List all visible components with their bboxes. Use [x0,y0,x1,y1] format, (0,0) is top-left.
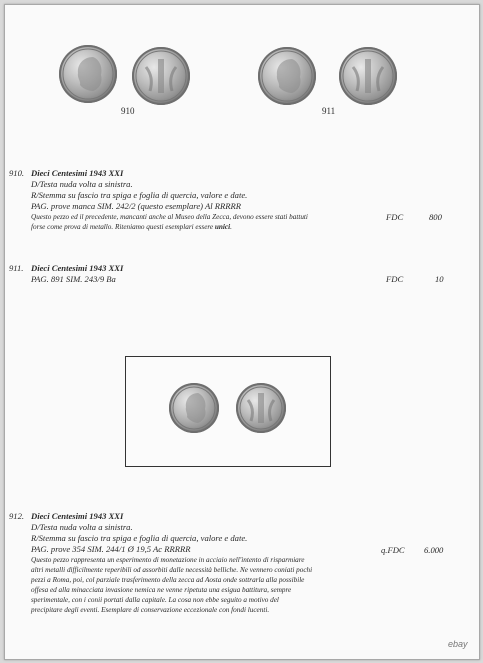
lot-910-entry [9,168,431,232]
coin-912-obverse [169,383,219,433]
lot-912-desc-line: precipitare degli eventi. Esemplare di conservazione eccezionale con fondi lucenti. [31,606,270,614]
lot-912-desc-line: offesa ed alla minacciata invasione nemica ne venne ripetuta una esigua battitura, sempre [31,586,292,594]
lot-910-note-emphasis: unici [214,223,231,231]
lot-910-note-end: . [230,223,232,231]
lot-910-refs: PAG. prove manca SIM. 242/2 (questo esemplare) Al RRRRR [31,201,242,211]
lot-910-note-text: forse come prova di metallo. Riteniamo questi esemplari essere [31,223,215,231]
lot-910-note-line2 [31,222,431,232]
lot-912-obverse: D/Testa nuda volta a sinistra. [31,522,133,532]
ebay-watermark: ebay [448,639,468,649]
lot-912-desc-line: pezzi a Roma, poi, col parziale trasferimento della zecca ad Aosta onde sottrarla alla possibile [31,576,305,584]
lot-911-grade: FDC [386,274,404,284]
photo-label-910: 910 [121,106,135,116]
lot-912-grade: q.FDC [381,545,405,555]
coin-911-reverse [339,47,397,105]
lot-912-refs: PAG. prove 354 SIM. 244/1 Ø 19,5 Ac RRRRR [31,544,191,554]
lot-910-price: 800 [429,212,442,222]
lot-912-desc-line: Questo pezzo rappresenta un esperimento di monetazione in acciaio nell'intento di risparmiare [31,556,305,564]
lot-910-reverse: R/Stemma su fascio tra spiga e foglia di quercia, valore e date. [31,190,248,200]
lot-910-number: 910. [9,168,25,178]
lot-912-title: Dieci Centesimi 1943 XXI [31,511,124,521]
lot-911-price: 10 [435,274,444,284]
coin-910-obverse [59,45,117,103]
lot-912-price: 6.000 [424,545,444,555]
lot-911-refs: PAG. 891 SIM. 243/9 Ba [31,274,116,284]
lot-911-title: Dieci Centesimi 1943 XXI [31,263,124,273]
coin-911-obverse [258,47,316,105]
coin-912-reverse [236,383,286,433]
lot-912-entry [9,511,391,615]
catalog-page [4,4,480,660]
lot-912-desc-line: sperimentale, con i conii portati dalla capitale. La cosa non ebbe seguito a motivo del [31,596,279,604]
coin-910-reverse [132,47,190,105]
lot-910-obverse: D/Testa nuda volta a sinistra. [31,179,133,189]
lot-911-entry [9,263,431,285]
lot-910-note-line1: Questo pezzo ed il precedente, mancanti anche al Museo della Zecca, devono essere stati battuti [31,213,308,221]
lot-910-title: Dieci Centesimi 1943 XXI [31,168,124,178]
lot-911-number: 911. [9,263,24,273]
photo-label-911: 911 [322,106,336,116]
lot-912-photo-frame [125,356,331,467]
lot-912-number: 912. [9,511,25,521]
lot-912-reverse: R/Stemma su fascio tra spiga e foglia di quercia, valore e date. [31,533,248,543]
lot-910-grade: FDC [386,212,404,222]
lot-912-desc-line: altri metalli difficilmente reperibili od assorbiti dalle necessità belliche. Ne vennero coniati pochi [31,566,313,574]
